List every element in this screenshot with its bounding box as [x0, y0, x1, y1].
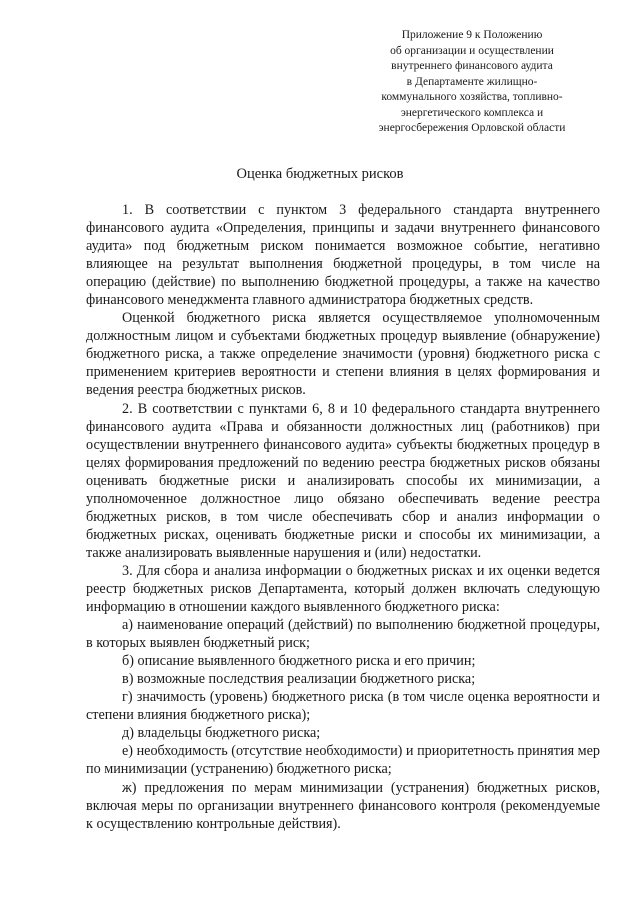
- attachment-line: Приложение 9 к Положению: [401, 29, 543, 41]
- list-item-a: а) наименование операций (действий) по выполнению бюджетной процедуры, в которых выявлен бюджетный риск;: [86, 617, 600, 652]
- paragraph-2: 2. В соответствии с пунктами 6, 8 и 10 федерального стандарта внутреннего финансового аудита «Права и обязанности должностных лиц (работников) при осуществлении внутреннего финансового аудита» субъекты бюджетных процедур в целях формирования предложений по ведению реестра бюджетных рисков обязаны оценивать бюджетные риски и анализировать способы их минимизации, а уполномоченное должностное лицо обязано обеспечивать ведение реестра бюджетных рисков, в том числе обеспечивать сбор и анализ информации о бюджетных рисках, оценивать бюджетные риски и способы их минимизации, а также анализировать выявленные нарушения и (или) недостатки.: [86, 400, 600, 561]
- attachment-line: коммунального хозяйства, топливно-: [381, 91, 563, 103]
- list-item-g: г) значимость (уровень) бюджетного риска (в том числе оценка вероятности и степени влияния бюджетного риска);: [86, 689, 600, 724]
- list-item-d: д) владельцы бюджетного риска;: [122, 725, 321, 742]
- attachment-line: об организации и осуществлении: [390, 44, 554, 57]
- attachment-line: энергосбережения Орловской области: [378, 122, 566, 134]
- list-item-v: в) возможные последствия реализации бюджетного риска;: [122, 671, 476, 688]
- list-item-b: б) описание выявленного бюджетного риска и его причин;: [122, 653, 476, 670]
- document-body: [86, 201, 600, 833]
- list-item-zh: ж) предложения по мерам минимизации (устранения) бюджетных рисков, включая меры по организации внутреннего финансового контроля (рекомендуемые к осуществлению контрольные действия).: [86, 779, 600, 832]
- list-item-e: е) необходимость (отсутствие необходимости) и приоритетность принятия мер по минимизации (устранению) бюджетного риска;: [86, 743, 601, 778]
- paragraph-3: 3. Для сбора и анализа информации о бюджетных рисках и их оценки ведется реестр бюджетных рисков Департамента, который должен включать следующую информацию в отношении каждого выявленного бюджетного риска:: [86, 562, 600, 616]
- attachment-line: внутреннего финансового аудита: [391, 60, 553, 72]
- paragraph-1-definition: Оценкой бюджетного риска является осуществляемое уполномоченным должностным лицом и субъектами бюджетных процедур выявление (обнаружение) бюджетного риска, а также определение значимости (уровня) бюджетного риска с применением критериев вероятности и степени влияния в целях формирования и ведения реестра бюджетных рисков.: [86, 310, 600, 399]
- attachment-line: энергетического комплекса и: [400, 106, 544, 119]
- attachment-note: [352, 28, 592, 137]
- document-title: Оценка бюджетных рисков: [236, 166, 404, 182]
- paragraph-1: 1. В соответствии с пунктом 3 федерального стандарта внутреннего финансового аудита «Определения, принципы и задачи внутреннего финансового аудита» под бюджетным риском понимается возможное событие, негативно влияющее на результат выполнения бюджетной процедуры, в том числе на операцию (действие) по выполнению бюджетной процедуры, а также на качество финансового менеджмента главного администратора бюджетных средств.: [86, 202, 600, 309]
- attachment-line: в Департаменте жилищно-: [406, 75, 538, 88]
